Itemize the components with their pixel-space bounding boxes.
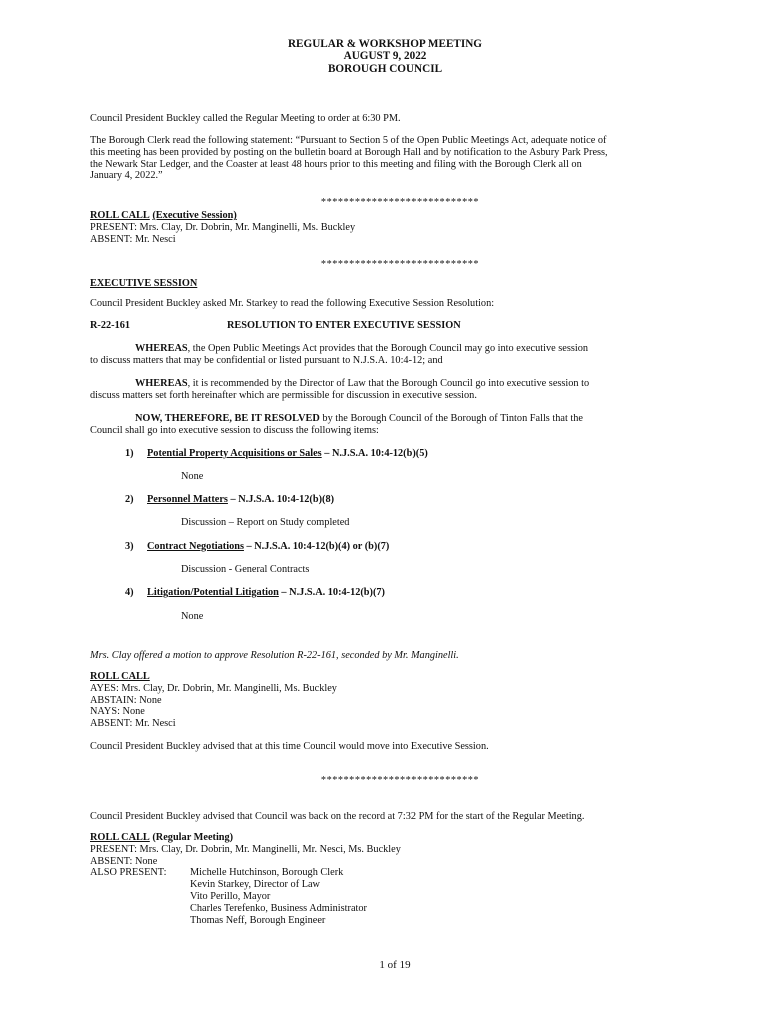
- statement-line: this meeting has been provided by posting on the bulletin board at Borough Hall and by notification to the Asbury Park Press,: [90, 146, 608, 158]
- item-detail: Discussion – Report on Study completed: [181, 517, 350, 528]
- whereas-text: discuss matters set forth hereinafter which are permissible for discussion in executive session.: [90, 389, 477, 401]
- roll-call-regular: [90, 832, 730, 926]
- roll-call-executive: [90, 210, 730, 245]
- attendee: Charles Terefenko, Business Administrator: [190, 902, 367, 914]
- resolution-request: Council President Buckley asked Mr. Starkey to read the following Executive Session Resolution:: [90, 298, 495, 309]
- absent-line: ABSENT: None: [90, 855, 158, 867]
- ayes-line: AYES: Mrs. Clay, Dr. Dobrin, Mr. Manginelli, Ms. Buckley: [90, 682, 337, 694]
- move-to-executive: Council President Buckley advised that at this time Council would move into Executive Session.: [90, 741, 489, 752]
- item-citation: – N.J.S.A. 10:4-12(b)(5): [321, 448, 428, 459]
- agenda-item: [147, 541, 389, 553]
- page-number: 1 of 19: [379, 959, 411, 971]
- absent-line: ABSENT: Mr. Nesci: [90, 233, 176, 245]
- present-line: PRESENT: Mrs. Clay, Dr. Dobrin, Mr. Manginelli, Mr. Nesci, Ms. Buckley: [90, 843, 401, 855]
- roll-call-suffix: (Regular Meeting): [152, 832, 234, 843]
- whereas-text: , it is recommended by the Director of Law that the Borough Council go into executive session to: [187, 378, 590, 389]
- resolution-title: RESOLUTION TO ENTER EXECUTIVE SESSION: [227, 320, 461, 331]
- item-number: 2): [125, 494, 134, 505]
- separator: ****************************: [320, 775, 480, 786]
- title-line-2: AUGUST 9, 2022: [343, 50, 427, 63]
- notice-statement: [90, 135, 730, 182]
- resolved-text: Council shall go into executive session to discuss the following items:: [90, 424, 379, 436]
- present-line: PRESENT: Mrs. Clay, Dr. Dobrin, Mr. Manginelli, Ms. Buckley: [90, 221, 356, 233]
- whereas-text: , the Open Public Meetings Act provides that the Borough Council may go into executive session: [187, 343, 589, 354]
- whereas-2: [90, 378, 730, 402]
- separator: ****************************: [320, 259, 480, 270]
- roll-call-suffix: (Executive Session): [152, 210, 237, 221]
- abstain-line: ABSTAIN: None: [90, 694, 162, 706]
- resolved-lead: NOW, THEREFORE, BE IT RESOLVED: [135, 413, 320, 424]
- title-line-1: REGULAR & WORKSHOP MEETING: [287, 38, 483, 50]
- item-label: Potential Property Acquisitions or Sales: [147, 448, 322, 459]
- motion-text: Mrs. Clay offered a motion to approve Resolution R-22-161, seconded by Mr. Manginelli.: [90, 650, 459, 661]
- attendee: Kevin Starkey, Director of Law: [190, 879, 320, 891]
- absent-line: ABSENT: Mr. Nesci: [90, 718, 176, 730]
- attendee: Thomas Neff, Borough Engineer: [190, 914, 326, 926]
- item-detail: Discussion - General Contracts: [181, 564, 310, 575]
- whereas-text: to discuss matters that may be confidential or listed pursuant to N.J.S.A. 10:4-12; and: [90, 354, 443, 366]
- agenda-item: [147, 448, 428, 460]
- roll-call-heading: ROLL CALL: [90, 671, 150, 682]
- item-number: 4): [125, 587, 134, 598]
- document-title: [0, 38, 770, 75]
- item-detail: None: [181, 611, 204, 622]
- nays-line: NAYS: None: [90, 706, 145, 718]
- roll-call-heading: ROLL CALL: [90, 210, 150, 221]
- call-to-order: Council President Buckley called the Regular Meeting to order at 6:30 PM.: [90, 113, 401, 124]
- resolved-text: by the Borough Council of the Borough of Tinton Falls that the: [319, 413, 583, 424]
- item-label: Litigation/Potential Litigation: [147, 587, 279, 598]
- executive-session-heading: EXECUTIVE SESSION: [90, 278, 198, 289]
- whereas-lead: WHEREAS: [135, 343, 188, 354]
- also-present-label: ALSO PRESENT:: [90, 867, 167, 879]
- resolved-clause: [90, 413, 730, 437]
- statement-line: the Newark Star Ledger, and the Coaster at least 48 hours prior to this meeting and filing with the Borough Clerk all on: [90, 158, 582, 170]
- also-present: [90, 867, 730, 926]
- item-detail: None: [181, 471, 204, 482]
- item-citation: – N.J.S.A. 10:4-12(b)(7): [278, 587, 385, 598]
- attendee: Vito Perillo, Mayor: [190, 890, 271, 902]
- agenda-item: [147, 494, 334, 506]
- back-on-record: Council President Buckley advised that Council was back on the record at 7:32 PM for the start of the Regular Meeting.: [90, 811, 585, 822]
- statement-line: January 4, 2022.”: [90, 170, 163, 182]
- item-citation: – N.J.S.A. 10:4-12(b)(8): [227, 494, 335, 505]
- item-number: 1): [125, 448, 134, 459]
- whereas-1: [90, 343, 730, 367]
- also-present-list: [190, 867, 367, 926]
- roll-call-heading: ROLL CALL: [90, 832, 150, 843]
- roll-call-vote: [90, 671, 730, 730]
- separator: ****************************: [320, 197, 480, 208]
- whereas-lead: WHEREAS: [135, 378, 188, 389]
- item-label: Contract Negotiations: [147, 541, 244, 552]
- item-citation: – N.J.S.A. 10:4-12(b)(4) or (b)(7): [243, 541, 390, 552]
- title-line-3: BOROUGH COUNCIL: [327, 62, 443, 75]
- statement-line: The Borough Clerk read the following statement: “Pursuant to Section 5 of the Open Public Meetings Act, adequate notice of: [90, 135, 607, 146]
- agenda-item: [147, 587, 385, 599]
- item-label: Personnel Matters: [147, 494, 228, 505]
- item-number: 3): [125, 541, 134, 552]
- resolution-number: R-22-161: [90, 320, 131, 331]
- attendee: Michelle Hutchinson, Borough Clerk: [190, 867, 344, 879]
